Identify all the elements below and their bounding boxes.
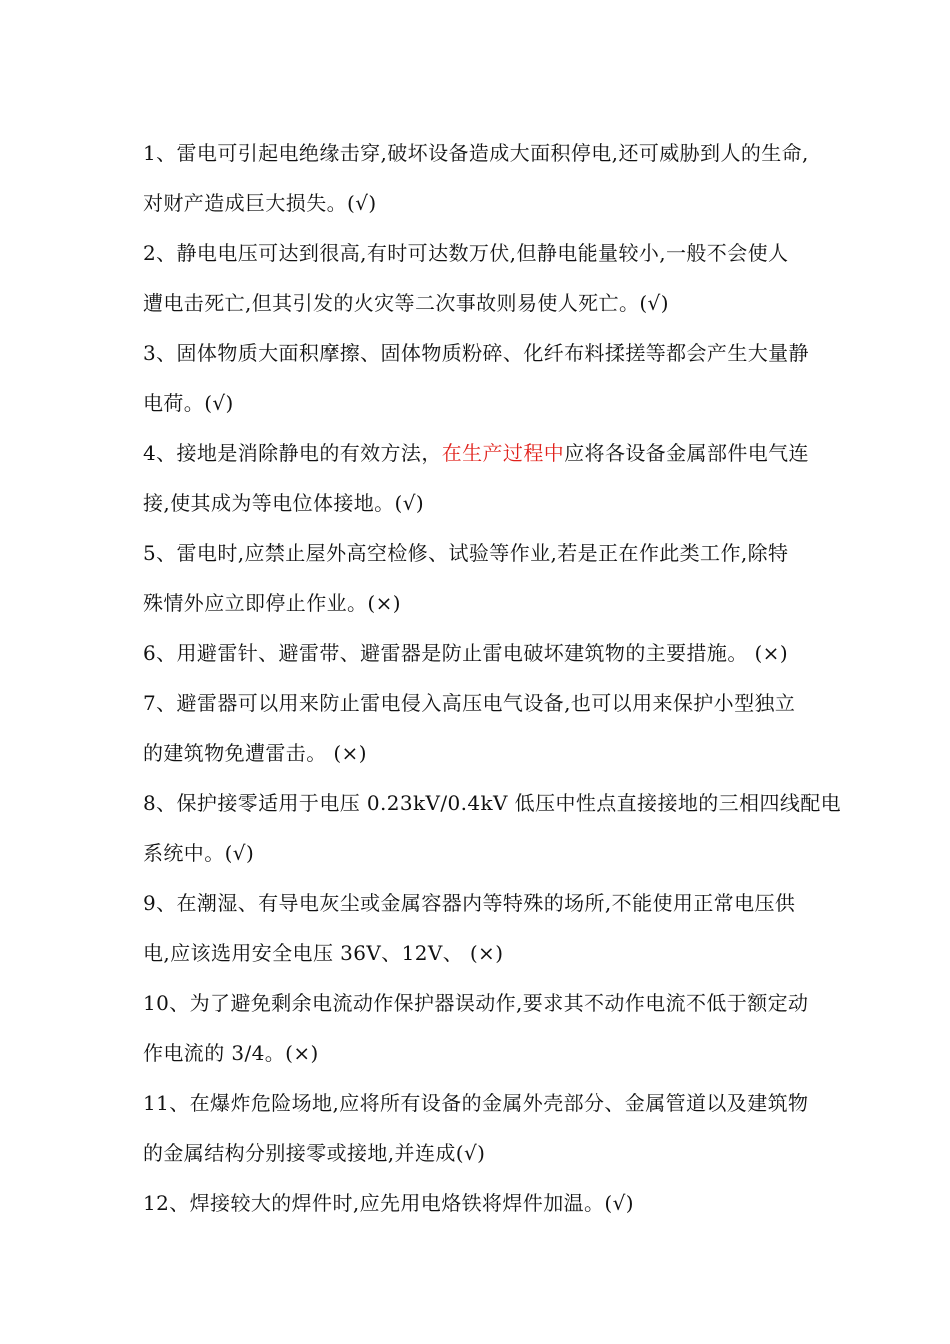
question-2-line-2: 遭电击死亡,但其引发的火灾等二次事故则易使人死亡。(√) <box>143 291 669 315</box>
question-4-line-2: 接,使其成为等电位体接地。(√) <box>143 491 425 515</box>
question-4-line-1 <box>143 428 812 478</box>
question-8-line-1: 8、保护接零适用于电压 0.23kV/0.4kV 低压中性点直接接地的三相四线配电 <box>143 791 842 815</box>
question-3 <box>143 328 812 428</box>
question-11-line-1: 11、在爆炸危险场地,应将所有设备的金属外壳部分、金属管道以及建筑物 <box>143 1091 809 1115</box>
question-6-line-1: 6、用避雷针、避雷带、避雷器是防止雷电破坏建筑物的主要措施。 (×) <box>143 641 789 665</box>
question-5-line-2: 殊情外应立即停止作业。(×) <box>143 591 401 615</box>
question-10-line-2: 作电流的 3/4。(×) <box>143 1041 319 1065</box>
question-9-line-1: 9、在潮湿、有导电灰尘或金属容器内等特殊的场所,不能使用正常电压供 <box>143 891 796 915</box>
question-4-text-before: 4、接地是消除静电的有效方法， <box>143 441 442 465</box>
question-10-line-1: 10、为了避免剩余电流动作保护器误动作,要求其不动作电流不低于额定动 <box>143 991 809 1015</box>
question-4-text-after: 应将各设备金属部件电气连 <box>564 441 809 465</box>
question-7-line-2: 的建筑物免遭雷击。 (×) <box>143 741 367 765</box>
question-7 <box>143 678 812 778</box>
question-2 <box>143 228 812 328</box>
question-10 <box>143 978 812 1078</box>
question-9-line-2: 电,应该选用安全电压 36V、12V、 (×) <box>143 941 504 965</box>
question-11-line-2: 的金属结构分别接零或接地,并连成(√) <box>143 1141 486 1165</box>
question-1 <box>143 128 812 228</box>
question-7-line-1: 7、避雷器可以用来防止雷电侵入高压电气设备,也可以用来保护小型独立 <box>143 691 796 715</box>
question-3-line-2: 电荷。(√) <box>143 391 234 415</box>
question-12-line-1: 12、焊接较大的焊件时,应先用电烙铁将焊件加温。(√) <box>143 1191 634 1215</box>
question-6 <box>143 628 812 678</box>
question-1-line-2: 对财产造成巨大损失。(√) <box>143 191 377 215</box>
question-2-line-1: 2、静电电压可达到很高,有时可达数万伏,但静电能量较小,一般不会使人 <box>143 241 789 265</box>
question-5 <box>143 528 812 628</box>
question-8 <box>143 778 842 878</box>
question-11 <box>143 1078 812 1178</box>
question-1-line-1: 1、雷电可引起电绝缘击穿,破坏设备造成大面积停电,还可威胁到人的生命, <box>143 141 809 165</box>
question-12 <box>143 1178 812 1228</box>
question-3-line-1: 3、固体物质大面积摩擦、固体物质粉碎、化纤布料揉搓等都会产生大量静 <box>143 341 809 365</box>
question-5-line-1: 5、雷电时,应禁止屋外高空检修、试验等作业,若是正在作此类工作,除特 <box>143 541 789 565</box>
question-9 <box>143 878 812 978</box>
question-4 <box>143 428 812 528</box>
question-8-line-2: 系统中。(√) <box>143 841 255 865</box>
question-4-highlighted-text: 在生产过程中 <box>441 441 565 465</box>
